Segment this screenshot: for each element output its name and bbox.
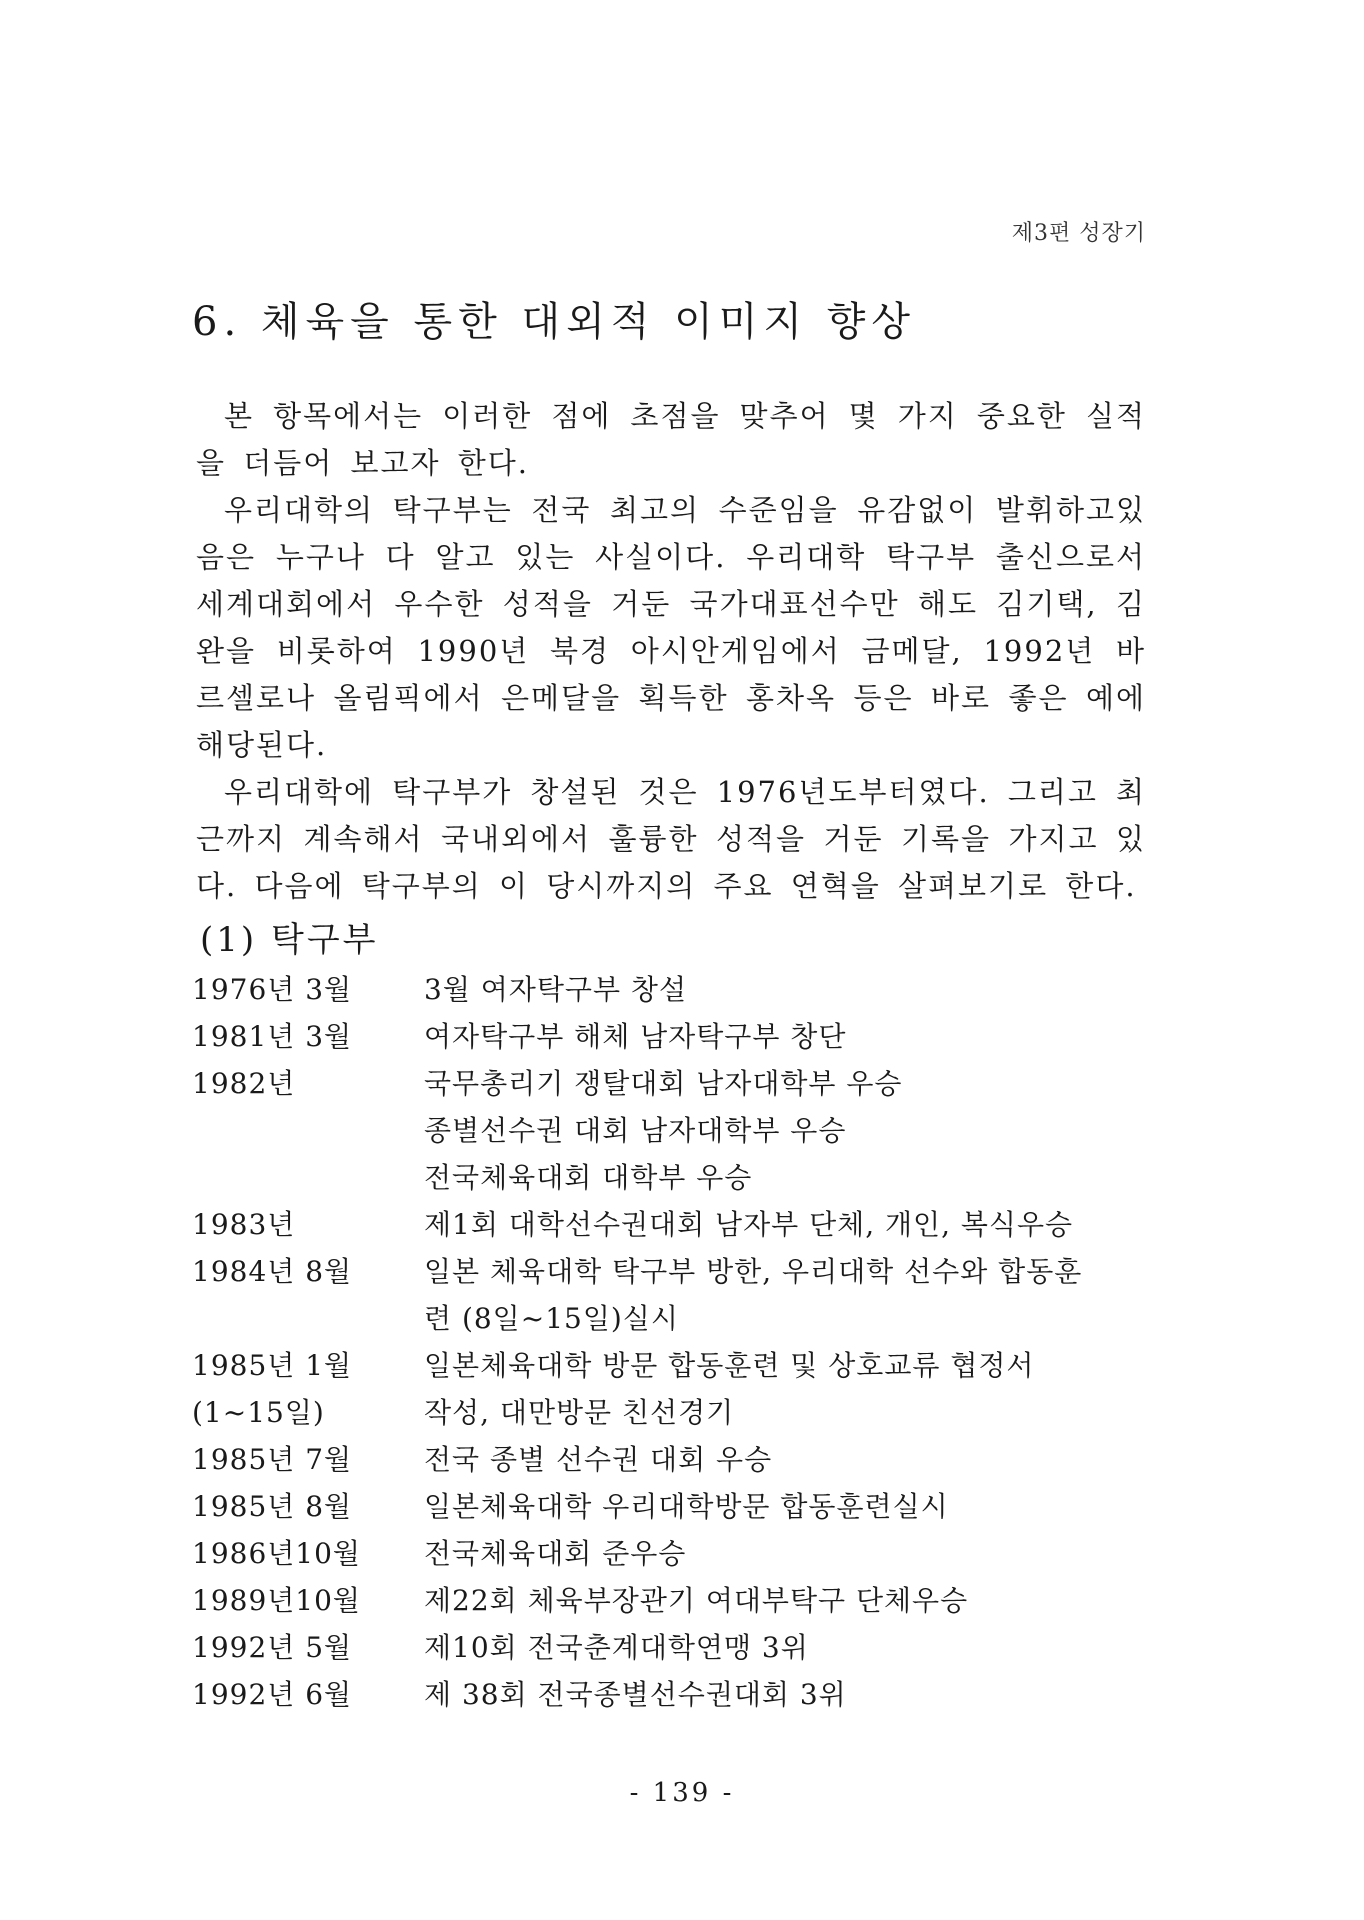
timeline-date: 1986년10월 bbox=[192, 1537, 361, 1570]
timeline-events bbox=[424, 966, 1152, 1013]
timeline-row bbox=[192, 1248, 1152, 1342]
timeline-date: 1983년 bbox=[192, 1208, 296, 1241]
timeline-events bbox=[424, 1060, 1152, 1201]
timeline-date: 1984년 8월 bbox=[192, 1255, 353, 1288]
timeline-row bbox=[192, 1013, 1152, 1060]
timeline-event: 전국체육대회 대학부 우승 bbox=[424, 1161, 753, 1194]
timeline-row bbox=[192, 1342, 1152, 1389]
timeline-event: 일본 체육대학 탁구부 방한, 우리대학 선수와 합동훈 bbox=[424, 1255, 1083, 1288]
timeline-row bbox=[192, 1624, 1152, 1671]
timeline-date: 1981년 3월 bbox=[192, 1020, 353, 1053]
timeline-date: 1989년10월 bbox=[192, 1584, 361, 1617]
timeline-date: 1985년 8월 bbox=[192, 1490, 353, 1523]
body-text bbox=[196, 393, 1146, 910]
paragraph: 우리대학에 탁구부가 창설된 것은 1976년도부터였다. 그리고 최근까지 계속해서 국내외에서 훌륭한 성적을 거둔 기록을 가지고 있다. 다음에 탁구부의 이 당시까지의 주요 연혁을 살펴보기로 한다. bbox=[196, 775, 1146, 903]
timeline-date: (1~15일) bbox=[192, 1396, 325, 1429]
timeline bbox=[192, 966, 1152, 1718]
timeline-row bbox=[192, 1389, 1152, 1436]
timeline-events bbox=[424, 1530, 1152, 1577]
timeline-date: 1985년 1월 bbox=[192, 1349, 353, 1382]
section-heading: (1) 탁구부 bbox=[200, 920, 379, 960]
timeline-event: 3월 여자탁구부 창설 bbox=[424, 973, 688, 1006]
timeline-row bbox=[192, 1201, 1152, 1248]
timeline-event: 일본체육대학 방문 합동훈련 및 상호교류 협정서 bbox=[424, 1349, 1035, 1382]
timeline-event: 제10회 전국춘계대학연맹 3위 bbox=[424, 1631, 809, 1664]
timeline-events bbox=[424, 1342, 1152, 1389]
paragraph: 우리대학의 탁구부는 전국 최고의 수준임을 유감없이 발휘하고있음은 누구나 다 알고 있는 사실이다. 우리대학 탁구부 출신으로서 세계대회에서 우수한 성적을 거둔 국가대표선수만 해도 김기택, 김 완을 비롯하여 1990년 북경 아시안게임에서 금메달, 1992년 바르셀로나 올림픽에서 은메달을 획득한 홍차옥 등은 바로 좋은 예에 해당된다. bbox=[196, 493, 1146, 762]
timeline-row bbox=[192, 1436, 1152, 1483]
timeline-row bbox=[192, 1671, 1152, 1718]
timeline-date: 1992년 6월 bbox=[192, 1678, 353, 1711]
timeline-row bbox=[192, 966, 1152, 1013]
timeline-event: 제1회 대학선수권대회 남자부 단체, 개인, 복식우승 bbox=[424, 1208, 1074, 1241]
timeline-events bbox=[424, 1013, 1152, 1060]
timeline-row bbox=[192, 1530, 1152, 1577]
timeline-event: 전국체육대회 준우승 bbox=[424, 1537, 687, 1570]
page-number: - 139 - bbox=[629, 1778, 735, 1808]
timeline-date: 1985년 7월 bbox=[192, 1443, 353, 1476]
timeline-row bbox=[192, 1577, 1152, 1624]
timeline-event: 국무총리기 쟁탈대회 남자대학부 우승 bbox=[424, 1067, 903, 1100]
timeline-event: 전국 종별 선수권 대회 우승 bbox=[424, 1443, 773, 1476]
timeline-event: 일본체육대학 우리대학방문 합동훈련실시 bbox=[424, 1490, 949, 1523]
timeline-date: 1976년 3월 bbox=[192, 973, 353, 1006]
timeline-event: 여자탁구부 해체 남자탁구부 창단 bbox=[424, 1020, 847, 1053]
timeline-event: 작성, 대만방문 친선경기 bbox=[424, 1396, 735, 1429]
timeline-event: 련 (8일~15일)실시 bbox=[424, 1302, 679, 1335]
running-header: 제3편 성장기 bbox=[1011, 221, 1146, 246]
timeline-event: 종별선수권 대회 남자대학부 우승 bbox=[424, 1114, 847, 1147]
timeline-events bbox=[424, 1389, 1152, 1436]
page-title: 6. 체육을 통한 대외적 이미지 향상 bbox=[192, 299, 917, 345]
timeline-events bbox=[424, 1624, 1152, 1671]
timeline-events bbox=[424, 1436, 1152, 1483]
timeline-events bbox=[424, 1201, 1152, 1248]
timeline-row bbox=[192, 1060, 1152, 1201]
timeline-row bbox=[192, 1483, 1152, 1530]
timeline-events bbox=[424, 1483, 1152, 1530]
timeline-date: 1992년 5월 bbox=[192, 1631, 353, 1664]
timeline-events bbox=[424, 1577, 1152, 1624]
timeline-event: 제22회 체육부장관기 여대부탁구 단체우승 bbox=[424, 1584, 969, 1617]
timeline-event: 제 38회 전국종별선수권대회 3위 bbox=[424, 1678, 847, 1711]
timeline-events bbox=[424, 1671, 1152, 1718]
paragraph: 본 항목에서는 이러한 점에 초점을 맞추어 몇 가지 중요한 실적을 더듬어 보고자 한다. bbox=[196, 399, 1146, 480]
timeline-events bbox=[424, 1248, 1152, 1342]
timeline-date: 1982년 bbox=[192, 1067, 296, 1100]
